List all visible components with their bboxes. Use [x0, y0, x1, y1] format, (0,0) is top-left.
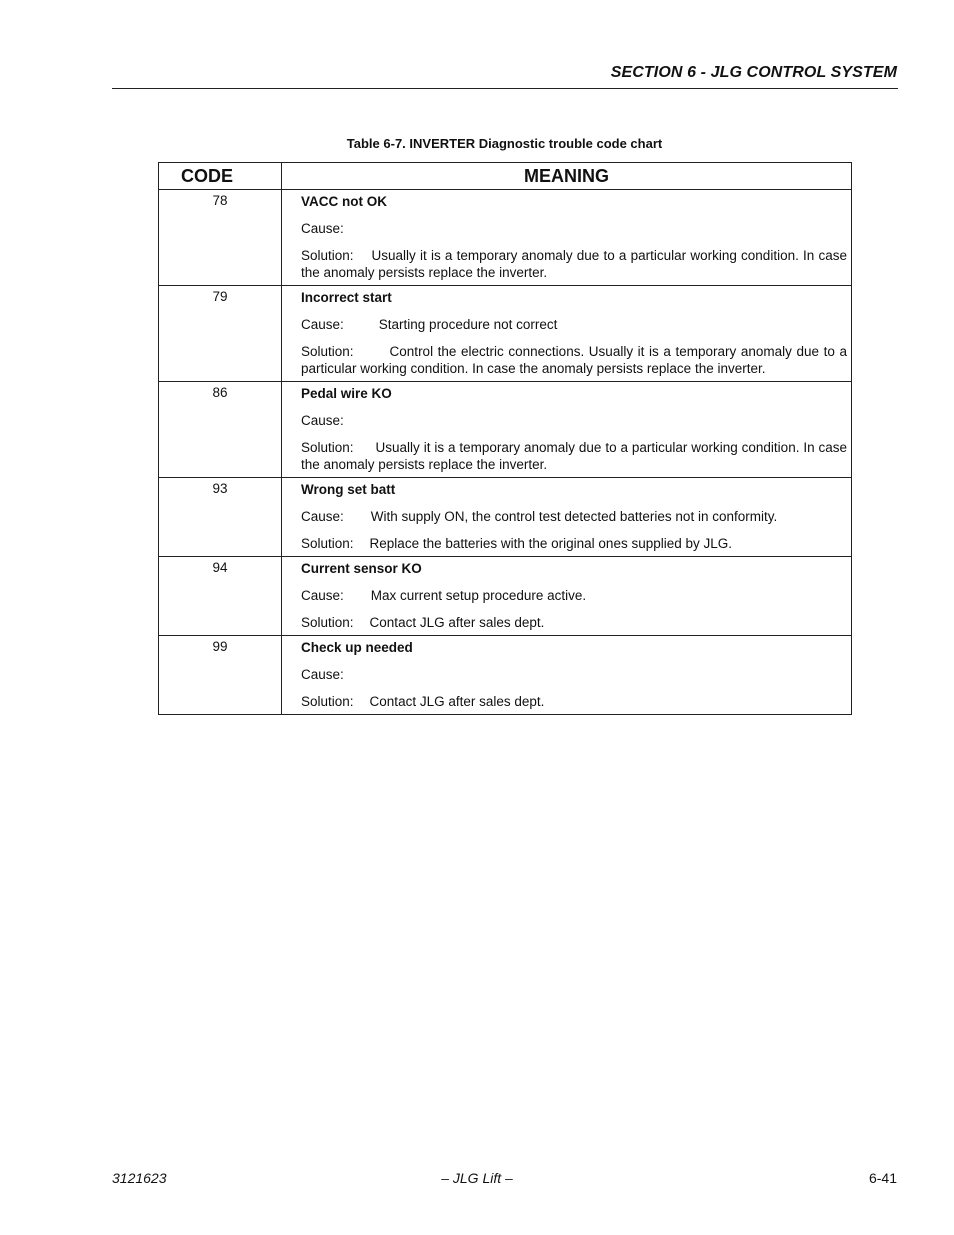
dtc-title: Incorrect start — [301, 290, 392, 305]
dtc-code: 93 — [159, 478, 282, 557]
cause-line — [301, 587, 847, 604]
meaning-column-header: MEANING — [282, 163, 852, 190]
cause-text: Starting procedure not correct — [378, 317, 558, 332]
solution-line — [301, 247, 847, 281]
dtc-meaning — [282, 286, 852, 382]
cause-line — [301, 666, 847, 683]
cause-line — [301, 220, 847, 237]
code-column-header: CODE — [159, 163, 282, 190]
dtc-title: VACC not OK — [301, 194, 387, 209]
solution-label: Solution: — [301, 694, 354, 709]
solution-line — [301, 439, 847, 473]
dtc-code: 78 — [159, 190, 282, 286]
table-row — [159, 636, 852, 715]
dtc-title: Check up needed — [301, 640, 413, 655]
table-row — [159, 286, 852, 382]
cause-label: Cause: — [301, 588, 344, 603]
dtc-meaning — [282, 557, 852, 636]
cause-line — [301, 316, 847, 333]
solution-text: Contact JLG after sales dept. — [369, 694, 545, 709]
dtc-code: 99 — [159, 636, 282, 715]
diagnostic-code-table — [158, 162, 852, 715]
section-header: SECTION 6 - JLG CONTROL SYSTEM — [610, 64, 897, 81]
dtc-title: Pedal wire KO — [301, 386, 392, 401]
dtc-meaning — [282, 190, 852, 286]
solution-label: Solution: — [301, 440, 354, 455]
cause-label: Cause: — [301, 509, 344, 524]
footer-brand: – JLG Lift – — [441, 1170, 513, 1186]
cause-label: Cause: — [301, 221, 344, 236]
solution-label: Solution: — [301, 248, 354, 263]
dtc-code: 86 — [159, 382, 282, 478]
solution-line — [301, 343, 847, 377]
solution-line — [301, 693, 847, 710]
table-header-row — [159, 163, 852, 190]
dtc-meaning — [282, 478, 852, 557]
dtc-title: Wrong set batt — [301, 482, 396, 497]
solution-label: Solution: — [301, 536, 354, 551]
solution-text: Usually it is a temporary anomaly due to a particular working condition. In case the anomaly persists replace the inverter. — [301, 248, 847, 280]
table-title: Table 6-7. INVERTER Diagnostic trouble code chart — [346, 136, 663, 151]
solution-text: Contact JLG after sales dept. — [369, 615, 545, 630]
header-divider — [112, 88, 898, 89]
table-row — [159, 190, 852, 286]
table-row — [159, 478, 852, 557]
dtc-meaning — [282, 382, 852, 478]
table-row — [159, 382, 852, 478]
page-number: 6-41 — [868, 1170, 897, 1186]
document-number: 3121623 — [112, 1170, 167, 1186]
cause-line — [301, 412, 847, 429]
solution-label: Solution: — [301, 344, 354, 359]
dtc-meaning — [282, 636, 852, 715]
solution-line — [301, 614, 847, 631]
cause-text: With supply ON, the control test detected batteries not in conformity. — [370, 509, 778, 524]
solution-label: Solution: — [301, 615, 354, 630]
solution-text: Replace the batteries with the original ones supplied by JLG. — [369, 536, 733, 551]
cause-label: Cause: — [301, 317, 344, 332]
solution-text: Usually it is a temporary anomaly due to a particular working condition. In case the anomaly persists replace the inverter. — [301, 440, 847, 472]
cause-line — [301, 508, 847, 525]
solution-text: Control the electric connections. Usually it is a temporary anomaly due to a particular working condition. In case the anomaly persists replace the inverter. — [301, 344, 847, 376]
table-body — [159, 190, 852, 715]
dtc-code: 79 — [159, 286, 282, 382]
cause-text: Max current setup procedure active. — [370, 588, 587, 603]
dtc-title: Current sensor KO — [301, 561, 422, 576]
solution-line — [301, 535, 847, 552]
cause-label: Cause: — [301, 667, 344, 682]
cause-label: Cause: — [301, 413, 344, 428]
table-row — [159, 557, 852, 636]
dtc-code: 94 — [159, 557, 282, 636]
